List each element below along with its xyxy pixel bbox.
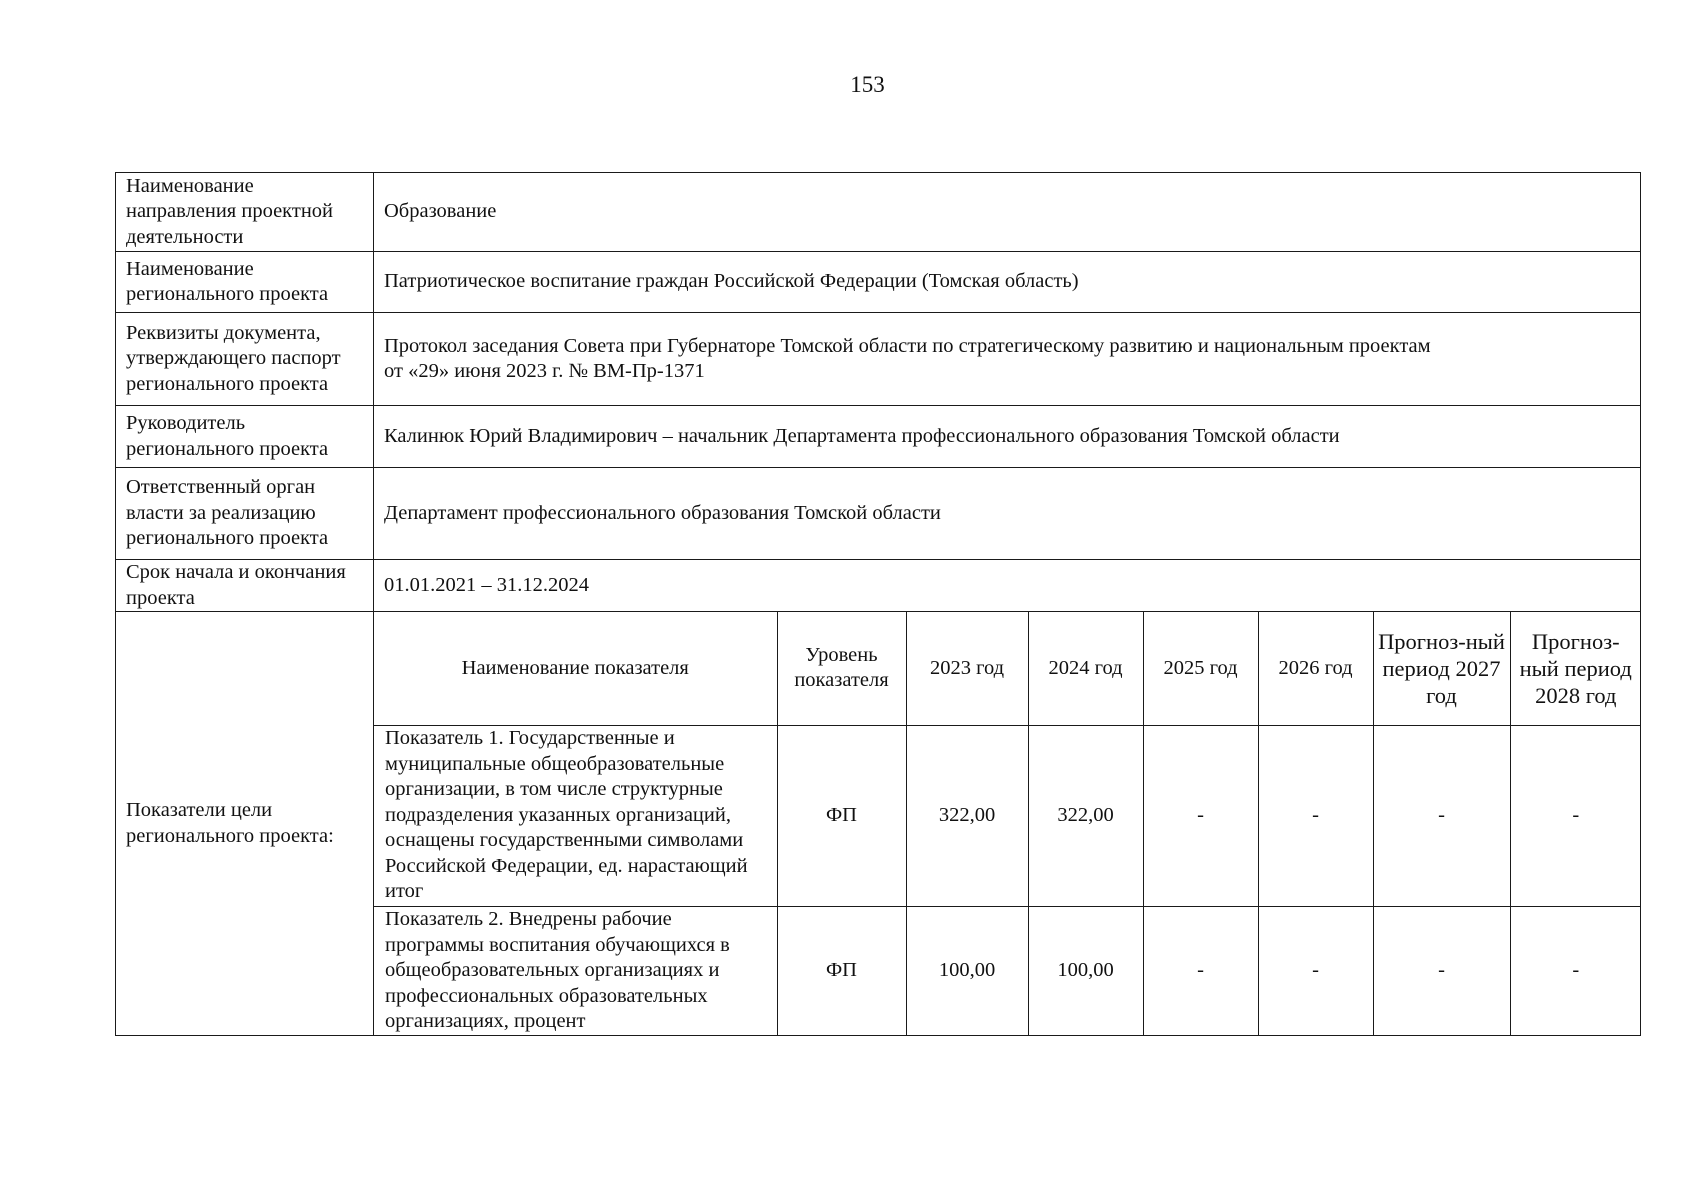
passport-row-project-name xyxy=(116,252,1641,313)
value-period: 01.01.2021 – 31.12.2024 xyxy=(374,560,1641,612)
header-2025: 2025 год xyxy=(1143,612,1258,725)
indicator-1-2025: - xyxy=(1143,725,1258,906)
passport-row-head xyxy=(116,406,1641,468)
indicator-1-2024: 322,00 xyxy=(1028,725,1143,906)
value-responsible: Департамент профессионального образования Томской области xyxy=(374,468,1641,560)
indicator-2-2026: - xyxy=(1258,906,1373,1035)
header-indicator-name: Наименование показателя xyxy=(374,612,777,725)
passport-row-document xyxy=(116,313,1641,406)
label-direction: Наименование направления проектной деятельности xyxy=(116,173,374,252)
header-2024: 2024 год xyxy=(1028,612,1143,725)
label-project-name: Наименование регионального проекта xyxy=(116,252,374,313)
passport-row-direction xyxy=(116,173,1641,252)
header-forecast-2027: Прогноз-ный период 2027 год xyxy=(1373,612,1510,725)
indicator-row-1 xyxy=(374,725,1641,906)
value-project-name: Патриотическое воспитание граждан Российской Федерации (Томская область) xyxy=(374,252,1641,313)
header-indicator-level: Уровень показателя xyxy=(777,612,906,725)
indicators-header-row xyxy=(374,612,1641,725)
indicators-cell xyxy=(374,612,1641,1036)
label-indicators: Показатели цели регионального проекта: xyxy=(116,612,374,1036)
indicator-1-level: ФП xyxy=(777,725,906,906)
indicator-2-2025: - xyxy=(1143,906,1258,1035)
value-direction: Образование xyxy=(374,173,1641,252)
indicator-2-name: Показатель 2. Внедрены рабочие программы воспитания обучающихся в общеобразовательных организациях и профессиональных образовательных организациях, процент xyxy=(374,906,777,1035)
indicator-1-2023: 322,00 xyxy=(906,725,1028,906)
indicator-2-level: ФП xyxy=(777,906,906,1035)
indicator-2-2023: 100,00 xyxy=(906,906,1028,1035)
indicator-1-2027: - xyxy=(1373,725,1510,906)
value-document-line-1: Протокол заседания Совета при Губернаторе Томской области по стратегическому развитию и национальным проектам xyxy=(384,334,1431,357)
indicator-1-2028: - xyxy=(1510,725,1641,906)
indicator-2-2027: - xyxy=(1373,906,1510,1035)
label-responsible: Ответственный орган власти за реализацию регионального проекта xyxy=(116,468,374,560)
header-forecast-2028: Прогноз-ный период 2028 год xyxy=(1510,612,1641,725)
project-passport-table xyxy=(115,172,1641,1036)
passport-row-indicators xyxy=(116,612,1641,1036)
indicator-row-2 xyxy=(374,906,1641,1035)
header-2026: 2026 год xyxy=(1258,612,1373,725)
indicator-1-2026: - xyxy=(1258,725,1373,906)
indicator-2-2028: - xyxy=(1510,906,1641,1035)
value-document xyxy=(374,313,1641,406)
page-number: 153 xyxy=(850,72,885,97)
passport-row-responsible xyxy=(116,468,1641,560)
value-head: Калинюк Юрий Владимирович – начальник Департамента профессионального образования Томской области xyxy=(374,406,1641,468)
label-document: Реквизиты документа, утверждающего паспорт регионального проекта xyxy=(116,313,374,406)
value-document-line-2: от «29» июня 2023 г. № ВМ-Пр-1371 xyxy=(384,360,705,382)
indicator-2-2024: 100,00 xyxy=(1028,906,1143,1035)
indicator-1-name: Показатель 1. Государственные и муниципальные общеобразовательные организации, в том числе структурные подразделения указанных организаций, оснащены государственными символами Российской Федерации, ед. нарастающий итог xyxy=(374,725,777,906)
indicators-table xyxy=(374,612,1641,1035)
label-head: Руководитель регионального проекта xyxy=(116,406,374,468)
label-period: Срок начала и окончания проекта xyxy=(116,560,374,612)
passport-row-period xyxy=(116,560,1641,612)
header-2023: 2023 год xyxy=(906,612,1028,725)
